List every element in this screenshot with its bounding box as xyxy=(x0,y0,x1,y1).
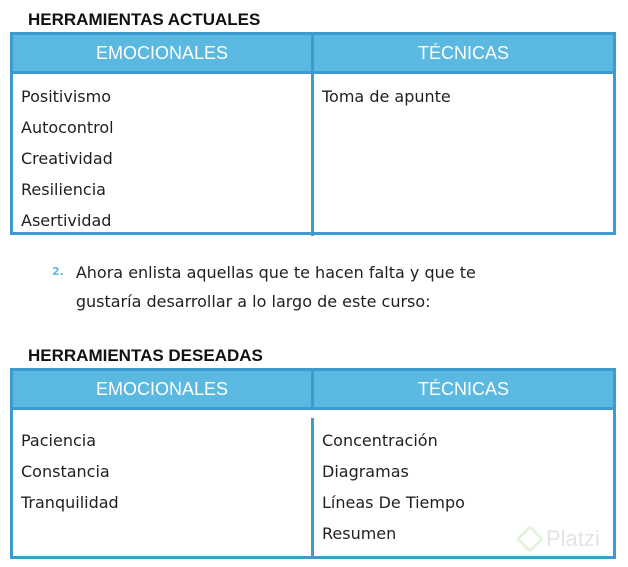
list-item: Diagramas xyxy=(322,461,409,481)
current-header-tecnicas: TÉCNICAS xyxy=(314,35,613,74)
list-item: Resiliencia xyxy=(21,180,106,199)
step-line: gustaría desarrollar a lo largo de este curso: xyxy=(75,292,431,311)
platzi-logo-icon xyxy=(516,525,544,553)
list-item: Resumen xyxy=(322,523,397,543)
platzi-logo-text: Platzi xyxy=(546,526,600,551)
desired-emocionales-cell xyxy=(13,418,314,557)
step-line: Ahora enlista aquellas que te hacen falta y que te xyxy=(75,263,476,282)
current-tools-table xyxy=(10,32,616,235)
current-header-emocionales: EMOCIONALES xyxy=(13,35,314,74)
current-tools-title: HERRAMIENTAS ACTUALES xyxy=(28,10,261,29)
list-item: Constancia xyxy=(21,461,110,481)
desired-tools-title: HERRAMIENTAS DESEADAS xyxy=(28,346,263,365)
list-item: Tranquilidad xyxy=(21,492,119,512)
list-item: Positivismo xyxy=(21,87,111,106)
current-emocionales-cell xyxy=(13,74,314,236)
step-number: 2. xyxy=(52,265,64,278)
list-item: Asertividad xyxy=(21,211,112,230)
step-instruction xyxy=(52,258,476,316)
desired-header-tecnicas: TÉCNICAS xyxy=(314,371,613,410)
list-item: Autocontrol xyxy=(21,118,114,137)
platzi-watermark xyxy=(520,526,600,552)
list-item: Paciencia xyxy=(21,430,97,450)
step-text xyxy=(76,258,476,316)
current-tecnicas-cell xyxy=(314,74,613,236)
list-item: Creatividad xyxy=(21,149,113,168)
list-item: Toma de apunte xyxy=(322,87,451,106)
desired-header-emocionales: EMOCIONALES xyxy=(13,371,314,410)
list-item: Líneas De Tiempo xyxy=(322,492,465,512)
list-item: Concentración xyxy=(322,430,438,450)
